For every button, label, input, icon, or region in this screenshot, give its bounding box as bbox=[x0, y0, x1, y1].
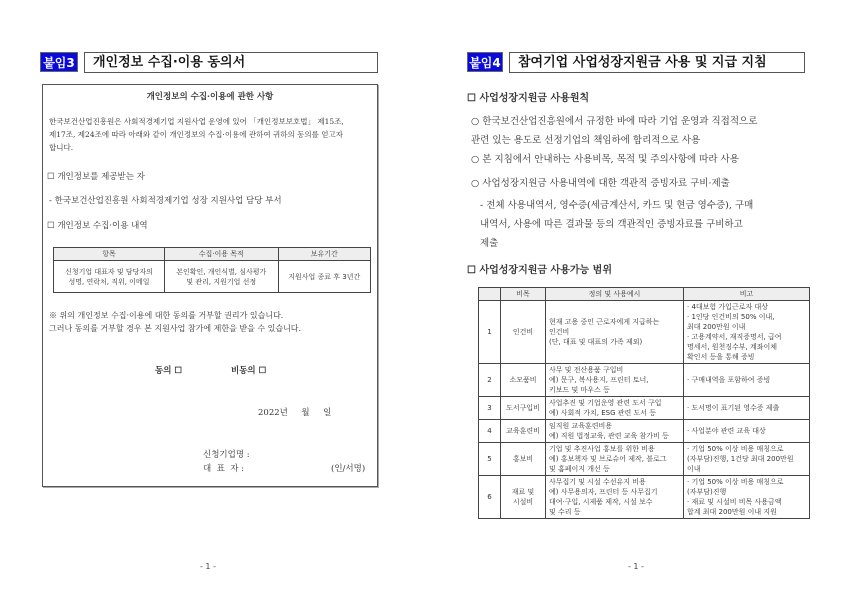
consent-form-box bbox=[42, 84, 378, 487]
definition: 사업추진 및 기업운영 관련 도서 구입 예) 사회적 가치, ESG 관련 도서 등 bbox=[546, 397, 684, 420]
section-principles: ☐ 사업성장지원금 사용원칙 bbox=[467, 93, 590, 104]
category: 교육훈련비 bbox=[501, 420, 546, 443]
category: 소모품비 bbox=[501, 364, 546, 397]
usage-scope-table bbox=[478, 287, 810, 519]
col-header: 수집·이용 목적 bbox=[164, 248, 278, 261]
bullet-3: ○ 사업성장지원금 사용내역에 대한 객관적 증빙자료 구비·제출 bbox=[471, 178, 730, 189]
company-name-label: 신청기업명 : bbox=[203, 450, 250, 460]
row-number: 4 bbox=[479, 420, 501, 443]
definition: 임직원 교육훈련비용 예) 직원 법정교육, 관련 교육 참가비 등 bbox=[546, 420, 684, 443]
bullet-2: ○ 본 지침에서 안내하는 사용비목, 목적 및 주의사항에 따라 사용 bbox=[471, 154, 739, 165]
table-row bbox=[479, 301, 810, 364]
row-number: 3 bbox=[479, 397, 501, 420]
date-line: 2022년 월 일 bbox=[258, 408, 332, 418]
table-row bbox=[479, 397, 810, 420]
row-number: 1 bbox=[479, 301, 501, 364]
page-title: 참여기업 사업성장지원금 사용 및 지급 지침 bbox=[509, 52, 805, 73]
category: 홍보비 bbox=[501, 443, 546, 476]
table-row bbox=[479, 443, 810, 476]
page-title: 개인정보 수집·이용 동의서 bbox=[84, 52, 378, 73]
definition: 기업 및 추진사업 홍보를 위한 비용 예) 홍보책자 및 브로슈어 제작, 블로그 및 홈페이지 개선 등 bbox=[546, 443, 684, 476]
attachment-badge: 붙임4 bbox=[467, 52, 503, 72]
section-scope: ☐ 사업성장지원금 사용가능 범위 bbox=[467, 265, 612, 276]
col-header: 정의 및 사용예시 bbox=[546, 288, 684, 301]
table-cell: 본인확인, 개인식별, 심사평가 및 관리, 지원기업 선정 bbox=[164, 261, 278, 293]
col-header: 항목 bbox=[54, 248, 165, 261]
table-row bbox=[479, 476, 810, 519]
table-cell: 지원사업 종료 후 3년간 bbox=[278, 261, 370, 293]
signature-label: (인/서명) bbox=[331, 464, 366, 474]
table-row bbox=[479, 364, 810, 397]
box-title: 개인정보의 수집·이용에 관한 사항 bbox=[146, 92, 274, 102]
definition: 현재 고용 중인 근로자에게 지급하는 인건비 (단, 대표 및 대표의 가족 제외) bbox=[546, 301, 684, 364]
representative-label: 대 표 자 : bbox=[203, 464, 245, 474]
remarks: · 4대보험 가입근로자 대상 · 1인당 인건비의 50% 이내, 최대 200만원 이내 · 고용계약서, 재직증명서, 급여 명세서, 원천징수부, 계좌이체 확인서 등을 통해 증빙 bbox=[684, 301, 810, 364]
notice-text: ※ 위의 개인정보 수집·이용에 대한 동의를 거부할 권리가 있습니다. 그러나 동의를 거부할 경우 본 지원사업 참가에 제한을 받을 수 있습니다. bbox=[49, 311, 302, 333]
row-number: 5 bbox=[479, 443, 501, 476]
page-number: - 1 - bbox=[628, 562, 644, 571]
col-header: 보유기간 bbox=[278, 248, 370, 261]
evidence-note: - 전체 사용내역서, 영수증(세금계산서, 카드 및 현금 영수증), 구매 내역서, 사용에 따른 결과물 등의 객관적인 증빙자료를 구비하고 제출 bbox=[480, 200, 754, 249]
remarks: · 기업 50% 이상 비용 매칭으로 (자부담)진행 · 재료 및 시설비 비목 사용금액 합계 최대 200만원 이내 지원 bbox=[684, 476, 810, 519]
remarks: · 사업분야 관련 교육 대상 bbox=[684, 420, 810, 443]
attachment-badge: 붙임3 bbox=[40, 52, 78, 72]
table-row bbox=[479, 420, 810, 443]
definition: 사무집기 및 시설 수선유지 비용 예) 사무용의자, 프린터 등 사무집기 대여·구입, 시제품 제작, 시설 보수 및 수리 등 bbox=[546, 476, 684, 519]
category: 재료 및 시설비 bbox=[501, 476, 546, 519]
col-header: 비고 bbox=[684, 288, 810, 301]
remarks: · 도서명이 표기된 영수증 제출 bbox=[684, 397, 810, 420]
category: 도서구입비 bbox=[501, 397, 546, 420]
bullet-1: ○ 한국보건산업진흥원에서 규정한 바에 따라 기업 운영과 직접적으로 관련 있는 용도로 선정기업의 책임하에 합리적으로 사용 bbox=[471, 116, 758, 146]
disagree-checkbox[interactable]: 비동의 ☐ bbox=[231, 366, 267, 376]
col-header: 비목 bbox=[501, 288, 546, 301]
col-header bbox=[479, 288, 501, 301]
section-collection: ☐ 개인정보 수집·이용 내역 bbox=[47, 221, 148, 231]
remarks: · 구매내역을 포함하여 증빙 bbox=[684, 364, 810, 397]
recipient-item: - 한국보건산업진흥원 사회적경제기업 성장 지원사업 담당 부서 bbox=[49, 196, 282, 206]
agree-checkbox[interactable]: 동의 ☐ bbox=[155, 366, 183, 376]
remarks: · 기업 50% 이상 비용 매칭으로 (자부담)진행, 1건당 최대 200만원 이내 bbox=[684, 443, 810, 476]
row-number: 2 bbox=[479, 364, 501, 397]
category: 인건비 bbox=[501, 301, 546, 364]
row-number: 6 bbox=[479, 476, 501, 519]
section-recipient: ☐ 개인정보를 제공받는 자 bbox=[47, 172, 145, 182]
collection-table bbox=[53, 247, 371, 293]
intro-text: 한국보건산업진흥원은 사회적경제기업 지원사업 운영에 있어 「개인정보보호법」 제15조, 제17조, 제24조에 따라 아래와 같이 개인정보의 수집·이용에 관하여 귀하의 동의를 얻고자 합니다. bbox=[49, 117, 344, 152]
definition: 사무 및 전산용품 구입비 예) 문구, 복사용지, 프린터 토너, 키보드 및 마우스 등 bbox=[546, 364, 684, 397]
table-cell: 신청기업 대표자 및 담당자의 성명, 연락처, 직위, 이메일 bbox=[54, 261, 165, 293]
page-number: - 1 - bbox=[200, 562, 216, 571]
